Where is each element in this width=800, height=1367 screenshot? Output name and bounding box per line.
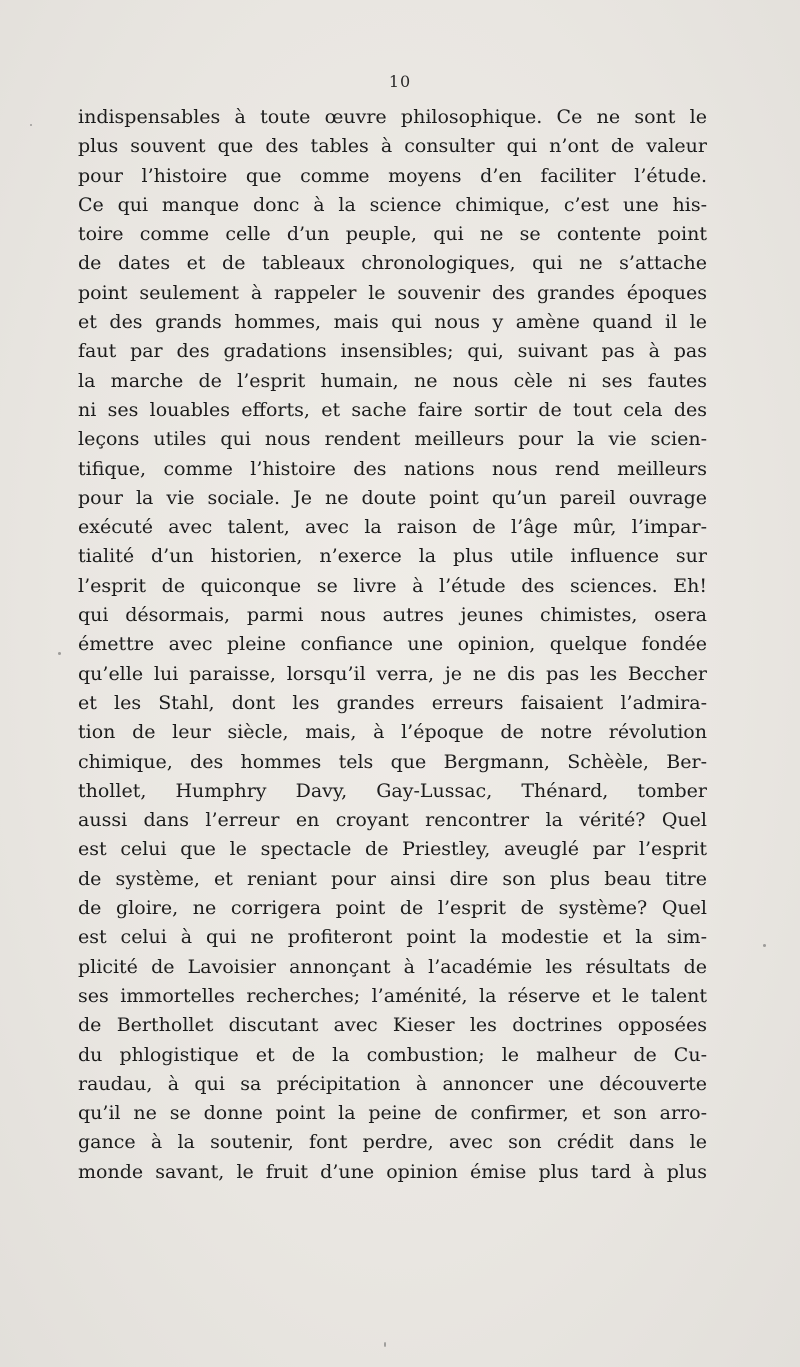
text-line: leçons utiles qui nous rendent meilleurs pour la vie scien- — [78, 428, 707, 451]
text-line: faut par des gradations insensibles; qui, suivant pas à pas — [78, 340, 707, 363]
text-line: qu’il ne se donne point la peine de confirmer, et son arro- — [78, 1102, 707, 1125]
text-line: tialité d’un historien, n’exerce la plus utile influence sur — [78, 545, 707, 568]
text-line: plus souvent que des tables à consulter qui n’ont de valeur — [78, 135, 707, 158]
text-line: pour la vie sociale. Je ne doute point qu’un pareil ouvrage — [78, 486, 707, 509]
text-line: point seulement à rappeler le souvenir des grandes époques — [78, 281, 707, 304]
text-line: de système, et reniant pour ainsi dire son plus beau titre — [78, 867, 707, 890]
body-text — [78, 103, 707, 1187]
text-line: ni ses louables efforts, et sache faire sortir de tout cela des — [78, 398, 707, 421]
paper-speck — [384, 1342, 386, 1347]
text-line: pour l’histoire que comme moyens d’en faciliter l’étude. — [78, 164, 707, 187]
paper-speck — [58, 652, 61, 655]
paper-speck — [763, 944, 766, 947]
text-line: exécuté avec talent, avec la raison de l’âge mûr, l’impar- — [78, 516, 707, 539]
page-number: 10 — [388, 72, 412, 91]
text-line: la marche de l’esprit humain, ne nous cèle ni ses fautes — [78, 369, 707, 392]
text-line: tion de leur siècle, mais, à l’époque de notre révolution — [78, 721, 707, 744]
text-line: toire comme celle d’un peuple, qui ne se contente point — [78, 223, 707, 246]
text-line: thollet, Humphry Davy, Gay-Lussac, Thénard, tomber — [78, 779, 707, 802]
text-line: tifique, comme l’histoire des nations nous rend meilleurs — [78, 457, 707, 480]
text-line: de dates et de tableaux chronologiques, qui ne s’attache — [78, 252, 707, 275]
text-line: de gloire, ne corrigera point de l’esprit de système? Quel — [78, 897, 707, 920]
text-line: et des grands hommes, mais qui nous y amène quand il le — [78, 311, 707, 334]
text-line: l’esprit de quiconque se livre à l’étude des sciences. Eh! — [78, 574, 707, 597]
text-line: plicité de Lavoisier annonçant à l’académie les résultats de — [78, 955, 707, 978]
text-line: est celui à qui ne profiteront point la modestie et la sim- — [78, 926, 707, 949]
text-line: du phlogistique et de la combustion; le malheur de Cu- — [78, 1043, 707, 1066]
text-line: monde savant, le fruit d’une opinion émise plus tard à plus — [78, 1160, 707, 1183]
text-line: gance à la soutenir, font perdre, avec son crédit dans le — [78, 1131, 707, 1154]
text-line: qu’elle lui paraisse, lorsqu’il verra, je ne dis pas les Beccher — [78, 662, 707, 685]
text-line: et les Stahl, dont les grandes erreurs faisaient l’admira- — [78, 691, 707, 714]
text-line: chimique, des hommes tels que Bergmann, Schèèle, Ber- — [78, 750, 707, 773]
text-line: émettre avec pleine confiance une opinion, quelque fondée — [78, 633, 707, 656]
text-line: est celui que le spectacle de Priestley, aveuglé par l’esprit — [78, 838, 707, 861]
text-line: de Berthollet discutant avec Kieser les doctrines opposées — [78, 1014, 707, 1037]
text-line: aussi dans l’erreur en croyant rencontrer la vérité? Quel — [78, 809, 707, 832]
text-line: Ce qui manque donc à la science chimique, c’est une his- — [78, 193, 707, 216]
paper-speck — [30, 124, 32, 126]
text-line: ses immortelles recherches; l’aménité, la réserve et le talent — [78, 984, 707, 1007]
text-line: qui désormais, parmi nous autres jeunes chimistes, osera — [78, 604, 707, 627]
text-line: indispensables à toute œuvre philosophique. Ce ne sont le — [78, 106, 707, 128]
text-line: raudau, à qui sa précipitation à annoncer une découverte — [78, 1072, 707, 1095]
